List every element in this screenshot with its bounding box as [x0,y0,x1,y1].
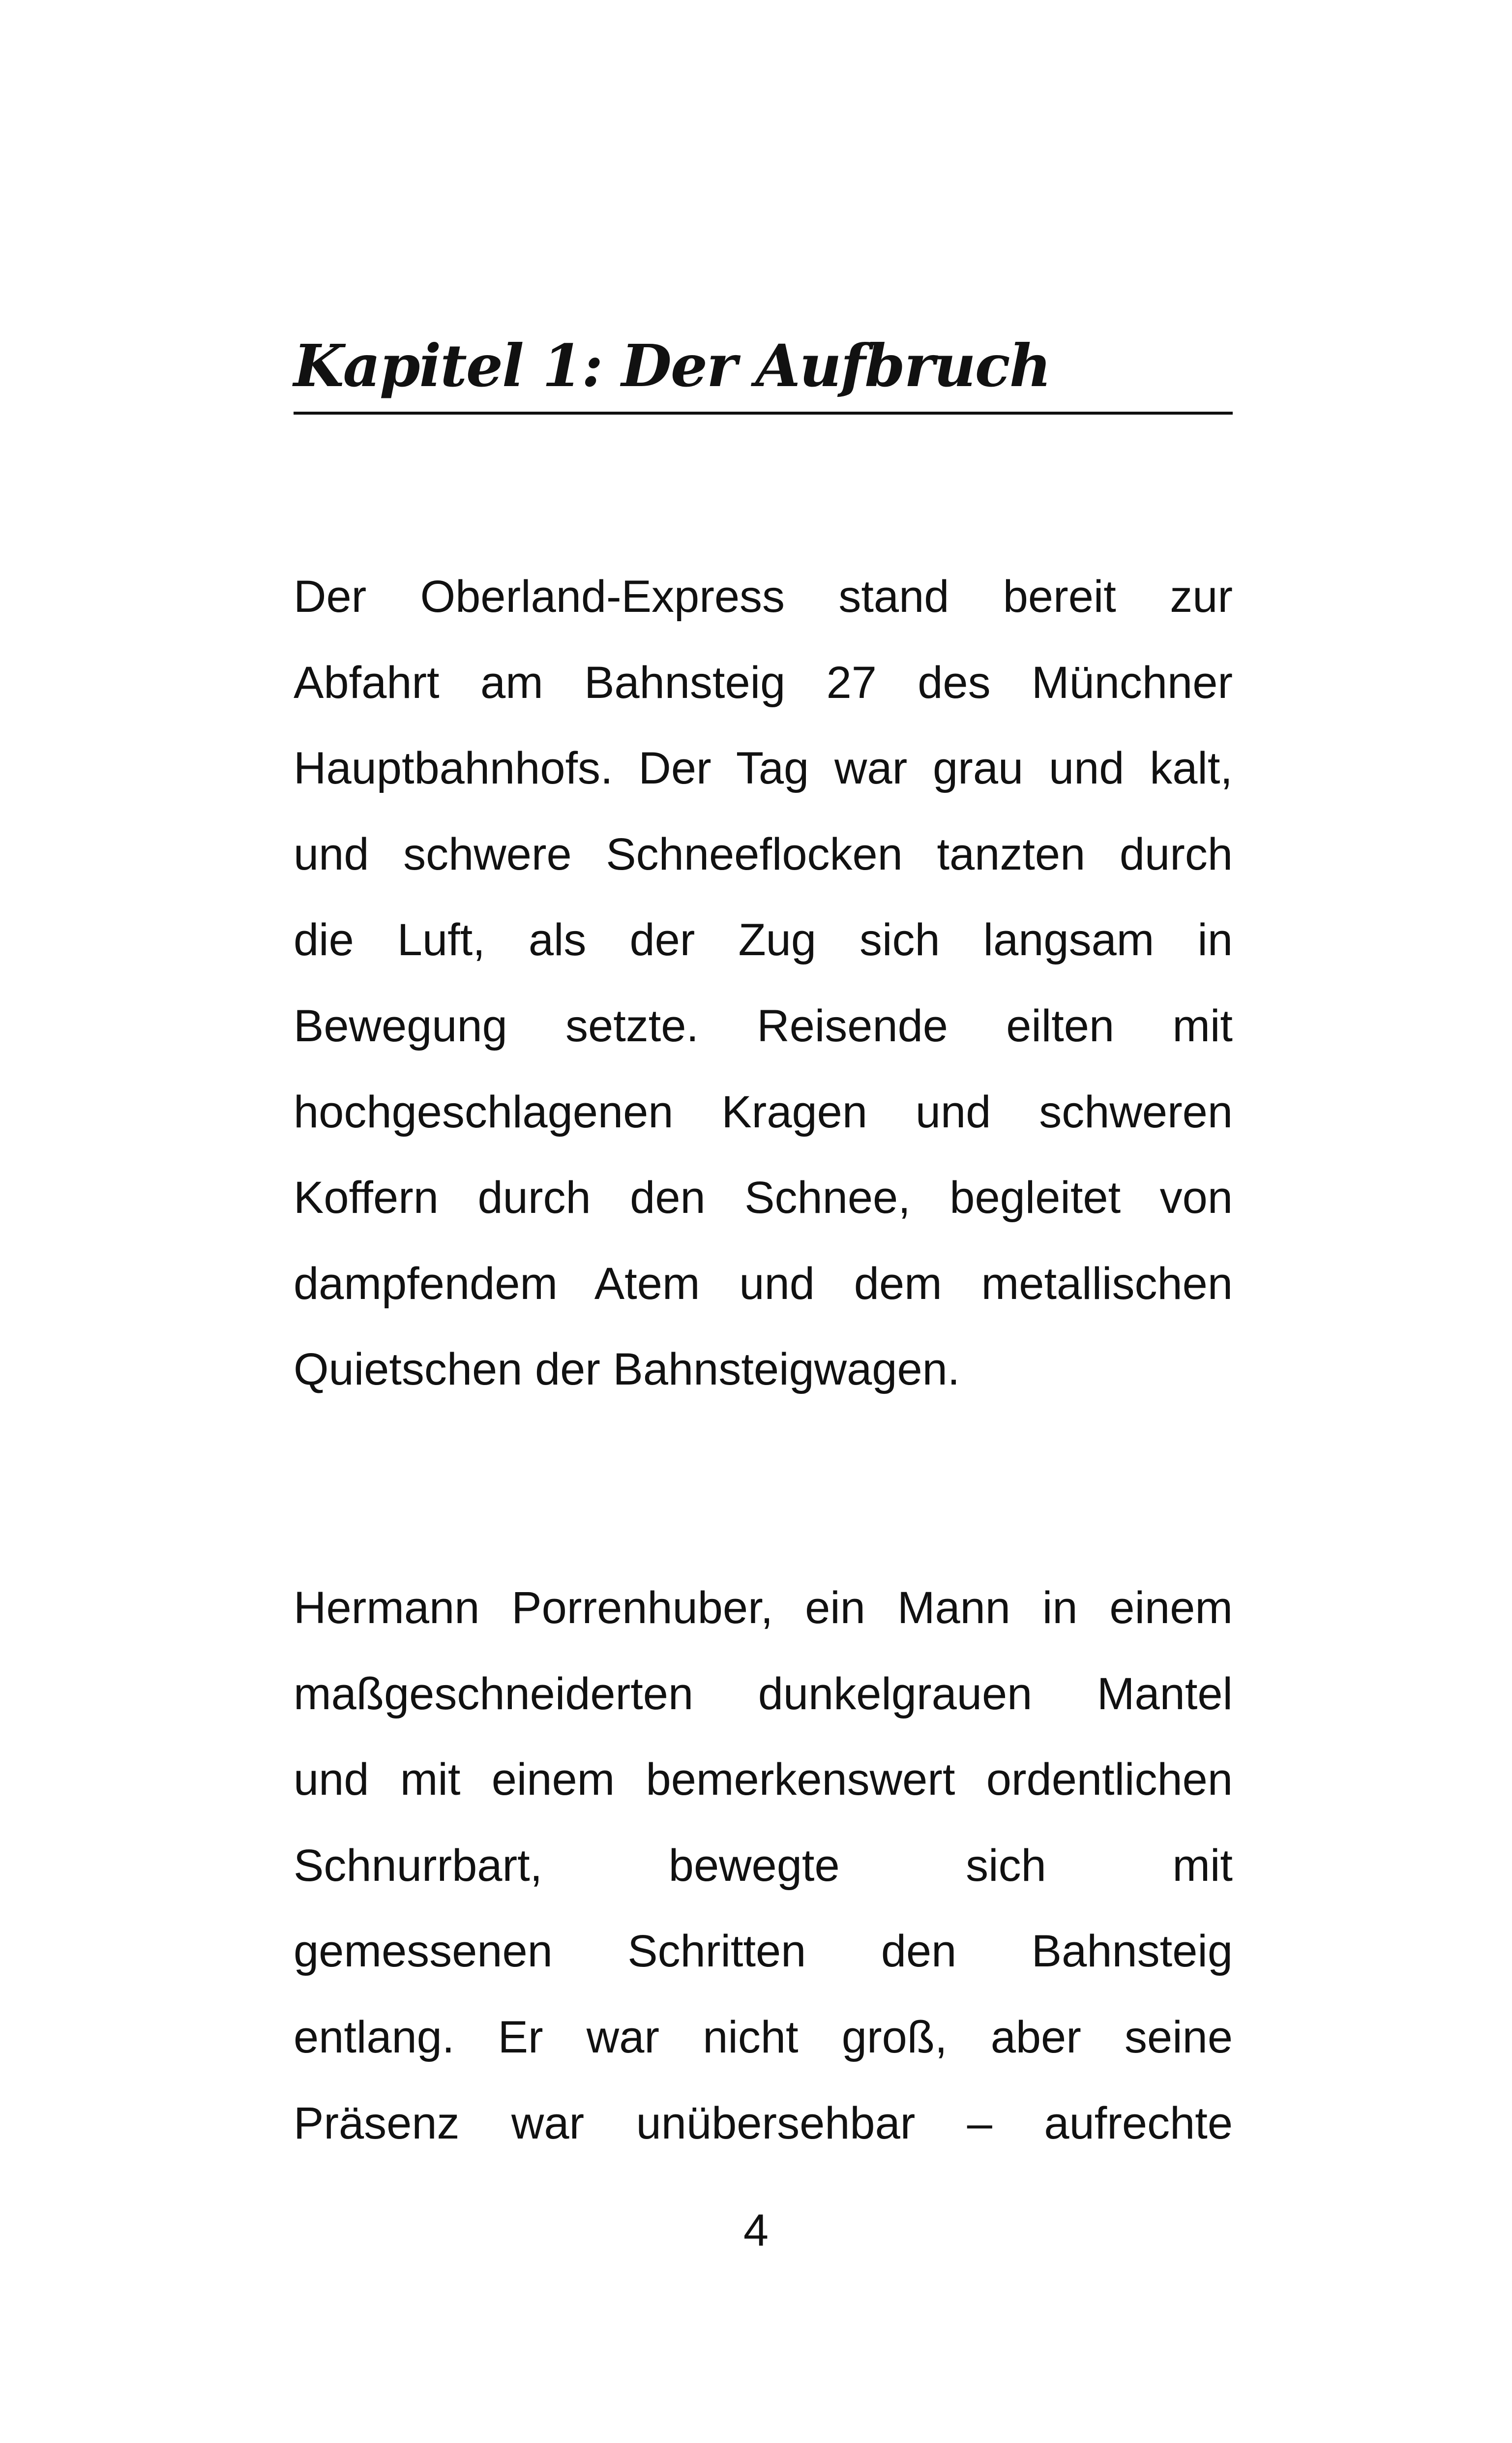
paragraph-line: entlang. Er war nicht groß, aber seine [294,2012,1233,2062]
paragraph-line: Schnurrbart, bewegte sich mit [294,1840,1233,1891]
paragraph-line: Der Oberland-Express stand bereit zur [294,572,1233,622]
paragraph-line: Bewegung setzte. Reisende eilten mit [294,1000,1233,1051]
paragraph-line: und mit einem bemerkenswert ordentlichen [294,1754,1233,1805]
paragraph-line: dampfendem Atem und dem metallischen [294,1258,1233,1309]
chapter-title: Kapitel 1: Der Aufbruch [294,332,1051,400]
paragraph-line: maßgeschneiderten dunkelgrauen Mantel [294,1668,1233,1719]
page-number: 4 [743,2205,769,2256]
paragraph-line: Hauptbahnhofs. Der Tag war grau und kalt, [294,743,1233,794]
paragraph-line: und schwere Schneeflocken tanzten durch [294,829,1233,879]
paragraph-line: Abfahrt am Bahnsteig 27 des Münchner [294,657,1233,708]
paragraph-line: Koffern durch den Schnee, begleitet von [294,1173,1233,1223]
paragraph-line: Quietschen der Bahnsteigwagen. [294,1344,960,1395]
paragraph-line: Hermann Porrenhuber, ein Mann in einem [294,1583,1233,1633]
title-underline [294,412,1233,415]
paragraph-2 [294,1565,1233,2166]
paragraph-1 [294,554,1233,1413]
paragraph-line: hochgeschlagenen Kragen und schweren [294,1086,1233,1137]
paragraph-line: Präsenz war unübersehbar – aufrechte [294,2098,1233,2148]
paragraph-line: gemessenen Schritten den Bahnsteig [294,1926,1233,1977]
paragraph-line: die Luft, als der Zug sich langsam in [294,915,1233,965]
